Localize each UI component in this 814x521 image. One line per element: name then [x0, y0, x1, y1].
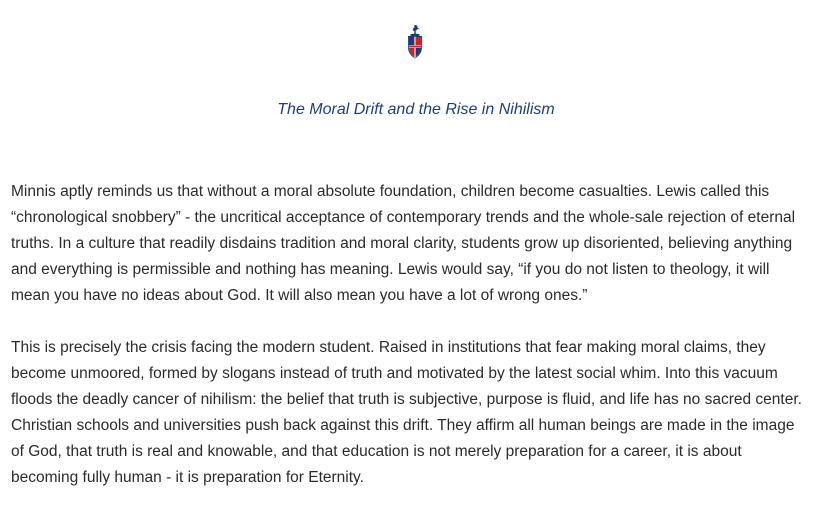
paragraph-1: Minnis aptly reminds us that without a moral absolute foundation, children become casualties. Lewis called this “chronological snobbery” - the uncritical acceptance of contemporary trends and the whole-sale rejection of eternal truths. In a culture that readily disdains tradition and moral clarity, students grow up disoriented, believing anything and everything is permissible and nothing has meaning. Lewis would say, “if you do not listen to theology, it will mean you have no ideas about God. It will also mean you have a lot of wrong ones.”	[11, 183, 796, 304]
article-title: The Moral Drift and the Rise in Nihilism	[277, 101, 555, 118]
paragraph-2: This is precisely the crisis facing the modern student. Raised in institutions that fear making moral claims, they become unmoored, formed by slogans instead of truth and motivated by the latest social whim. Into this vacuum floods the deadly cancer of nihilism: the belief that truth is subjective, purpose is fluid, and life has no sacred center. Christian schools and universities push back against this drift. They affirm all human beings are made in the image of God, that truth is real and knowable, and that education is not merely preparation for a career, it is about becoming fully human - it is preparation for Eternity.	[11, 339, 802, 486]
article-body	[11, 179, 806, 491]
school-crest-icon	[405, 24, 425, 60]
